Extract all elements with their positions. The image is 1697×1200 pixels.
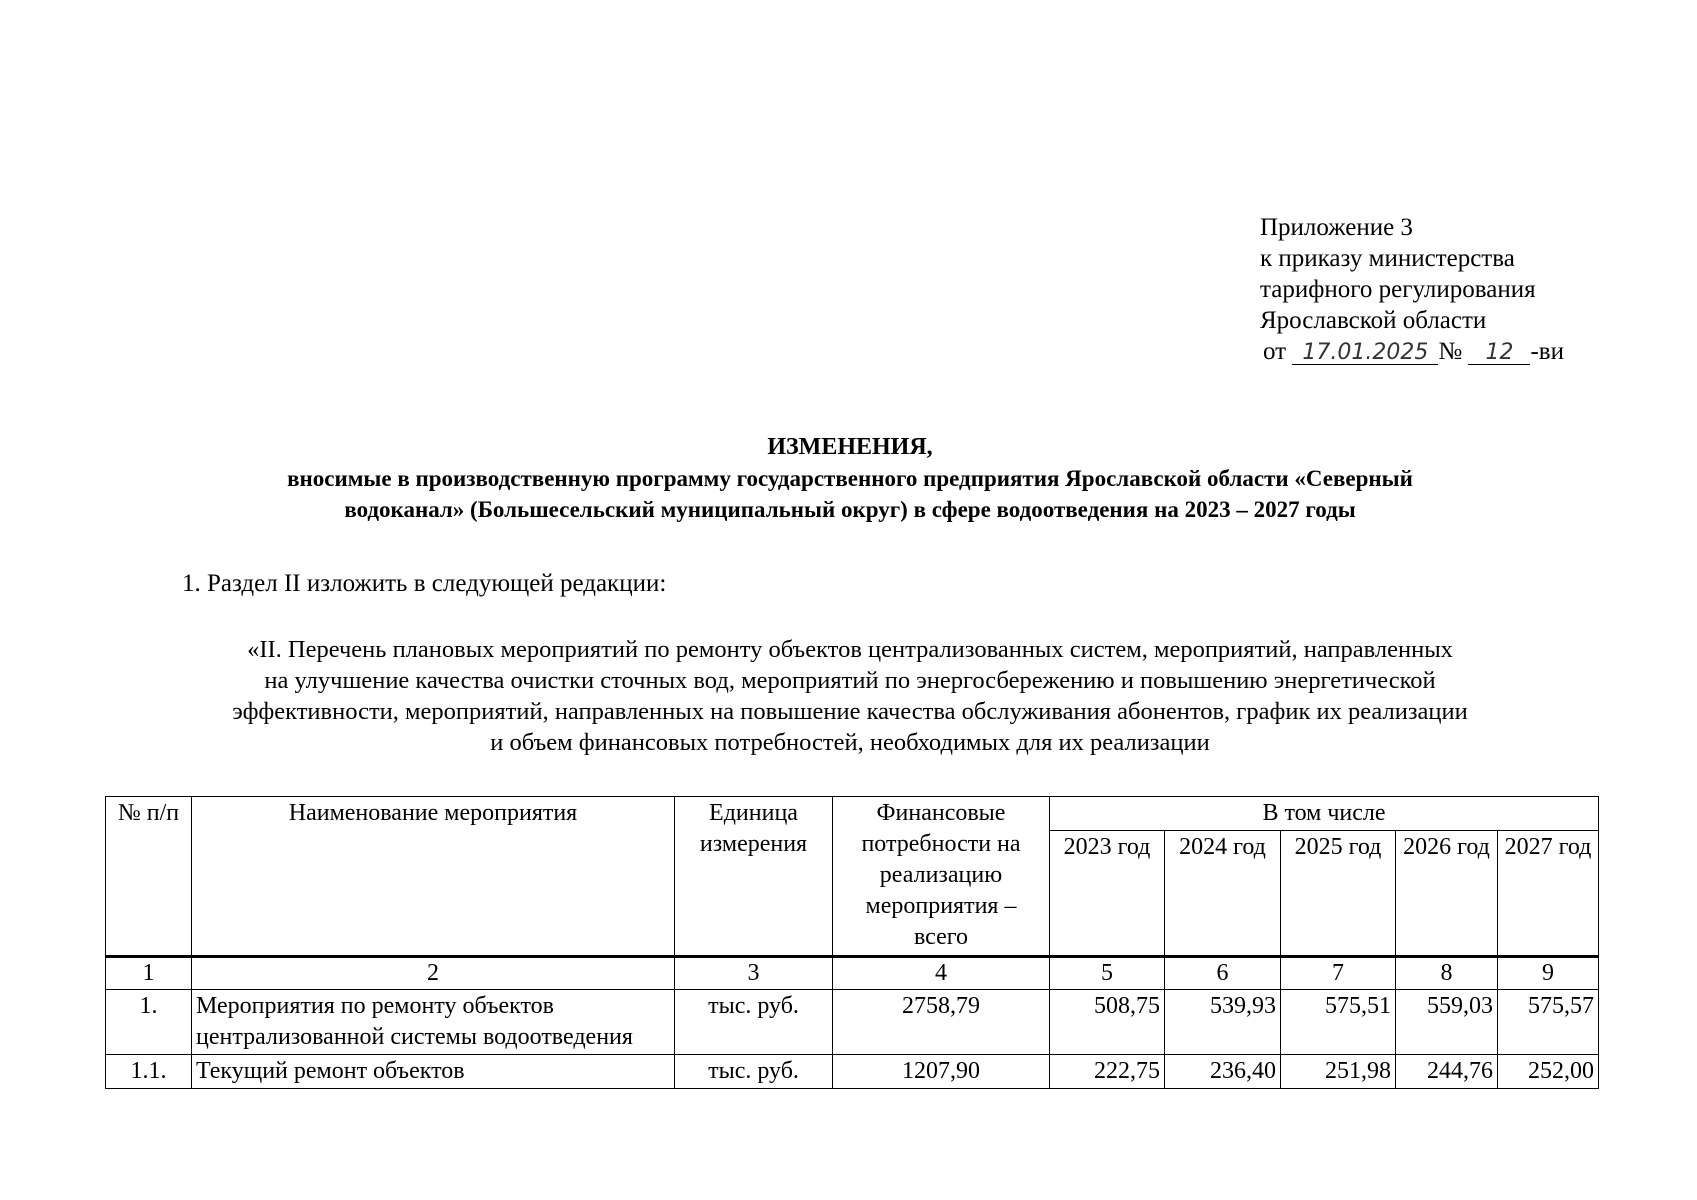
appendix-line-2: к приказу министерства [1260,245,1515,272]
item-1-text: 1. Раздел II изложить в следующей редакции: [182,570,667,597]
section-heading-line-3: эффективности, мероприятий, направленных на повышение качества обслуживания абонентов, график их реализации [232,698,1468,725]
row-value-2025: 251,98 [1281,1055,1396,1089]
from-label: от [1263,338,1287,365]
column-number: 8 [1396,957,1498,990]
column-number: 5 [1050,957,1165,990]
header-name: Наименование мероприятия [192,797,675,957]
header-year-2024: 2024 год [1165,831,1281,957]
column-number-row [106,957,1599,990]
handwritten-number: 12 [1468,342,1530,365]
column-number: 2 [192,957,675,990]
row-value-2023: 222,75 [1050,1055,1165,1089]
row-num: 1. [106,990,192,1055]
header-unit: Единица измерения [675,797,833,957]
header-year-2025: 2025 год [1281,831,1396,957]
row-unit: тыс. руб. [675,1055,833,1089]
row-num: 1.1. [106,1055,192,1089]
number-suffix: -ви [1530,338,1564,365]
row-value-2024: 539,93 [1165,990,1281,1055]
header-row-1 [106,797,1599,831]
appendix-line-3: тарифного регулирования [1260,276,1536,303]
title-line-3: водоканал» (Большесельский муниципальный округ) в сфере водоотведения на 2023 – 2027 годы [344,497,1356,522]
header-year-2026: 2026 год [1396,831,1498,957]
title-line-1: ИЗМЕНЕНИЯ, [767,434,933,460]
row-name: Текущий ремонт объектов [192,1055,675,1089]
row-total: 2758,79 [833,990,1050,1055]
section-heading-line-1: «II. Перечень плановых мероприятий по ремонту объектов централизованных систем, мероприятий, направленных [247,636,1453,663]
column-number: 9 [1498,957,1599,990]
row-value-2024: 236,40 [1165,1055,1281,1089]
section-heading [120,634,1580,758]
row-value-2027: 575,57 [1498,990,1599,1055]
column-number: 3 [675,957,833,990]
measures-table [105,796,1599,1089]
appendix-line-4: Ярославской области [1260,307,1487,334]
row-value-2027: 252,00 [1498,1055,1599,1089]
column-number: 7 [1281,957,1396,990]
row-unit: тыс. руб. [675,990,833,1055]
title-line-2: вносимые в производственную программу государственного предприятия Ярославской области «Северный [287,466,1413,491]
handwritten-date: 17.01.2025 [1292,342,1438,365]
row-value-2023: 508,75 [1050,990,1165,1055]
row-total: 1207,90 [833,1055,1050,1089]
section-heading-line-4: и объем финансовых потребностей, необходимых для их реализации [490,729,1210,756]
header-including: В том числе [1050,797,1599,831]
appendix-date-line [1260,336,1564,367]
header-year-2027: 2027 год [1498,831,1599,957]
row-value-2026: 244,76 [1396,1055,1498,1089]
row-value-2025: 575,51 [1281,990,1396,1055]
column-number: 4 [833,957,1050,990]
column-number: 6 [1165,957,1281,990]
document-title [120,432,1580,525]
number-sign: № [1438,338,1463,365]
header-num: № п/п [106,797,192,957]
row-value-2026: 559,03 [1396,990,1498,1055]
header-year-2023: 2023 год [1050,831,1165,957]
column-number: 1 [106,957,192,990]
section-heading-line-2: на улучшение качества очистки сточных вод, мероприятий по энергосбережению и повышению энергетической [264,667,1436,694]
appendix-line-1: Приложение 3 [1260,214,1413,241]
header-total: Финансовые потребности на реализацию мероприятия – всего [833,797,1050,957]
row-name: Мероприятия по ремонту объектов централизованной системы водоотведения [192,990,675,1055]
table-row [106,1055,1599,1089]
table-row [106,990,1599,1055]
appendix-header [1260,212,1564,367]
